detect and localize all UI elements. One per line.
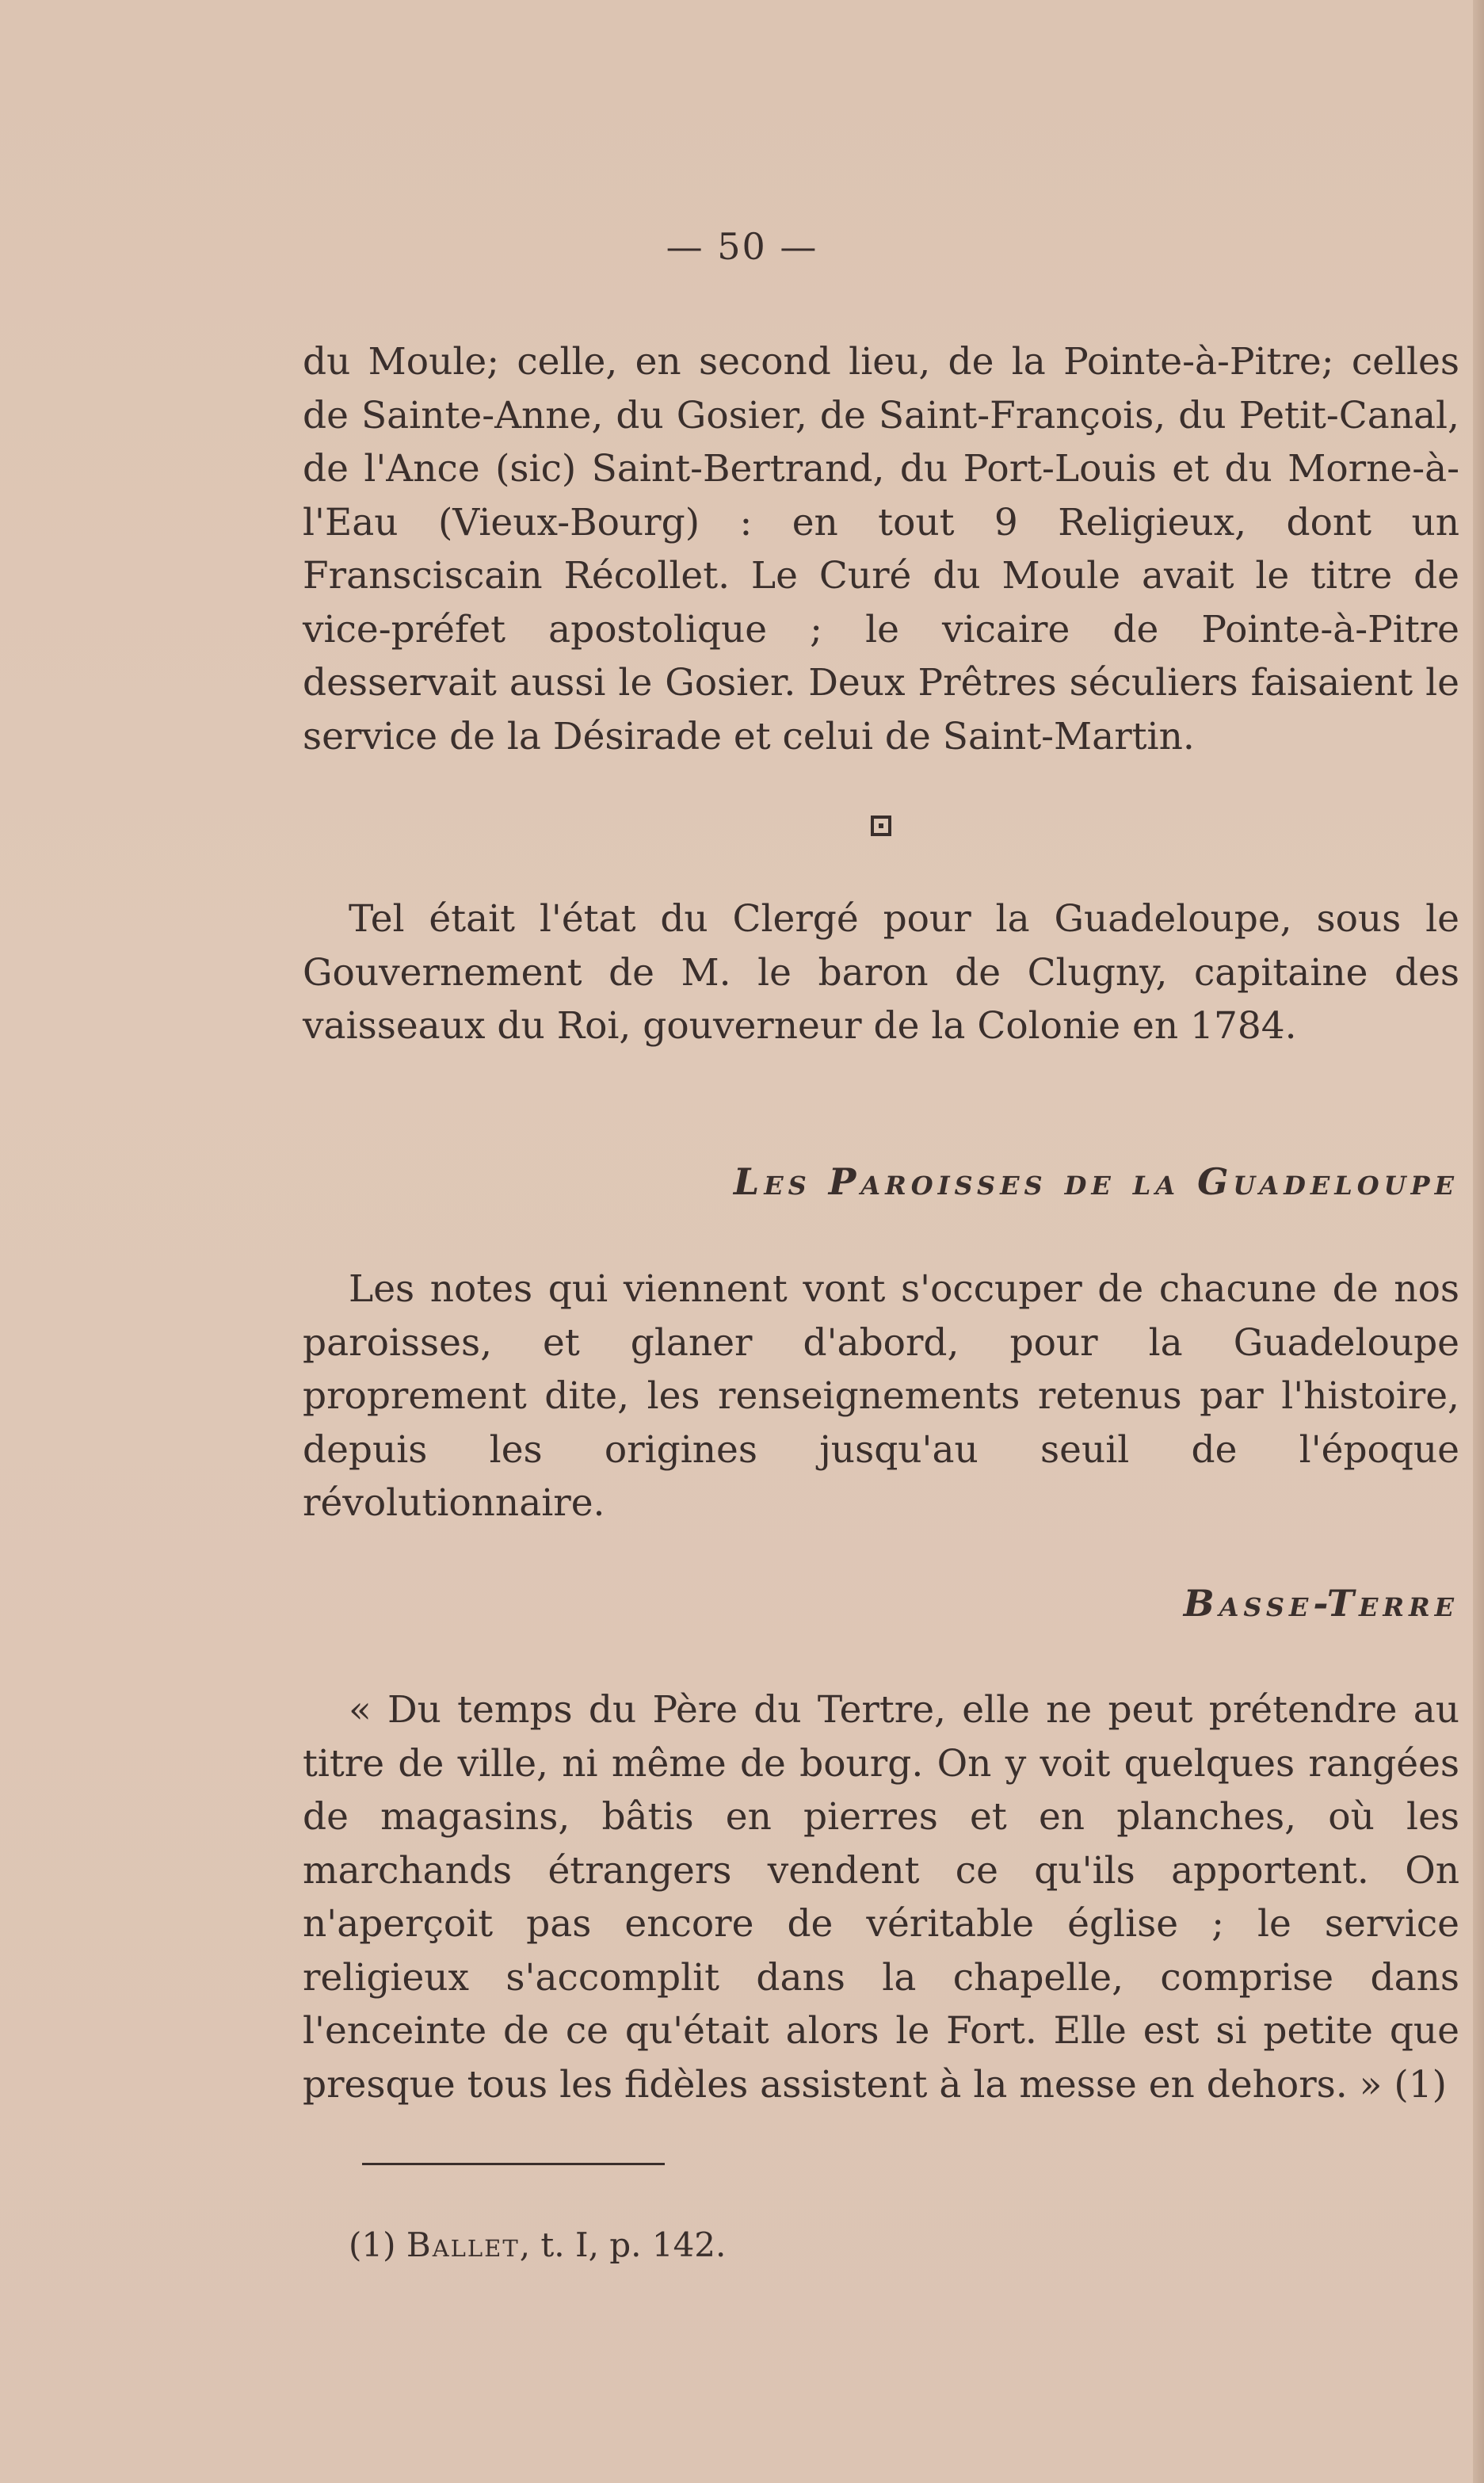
paragraph-quote [303, 1683, 1459, 2111]
paragraph-continued [303, 335, 1459, 763]
paragraph-4-text: « Du temps du Père du Tertre, elle ne peut prétendre au titre de ville, ni même de bourg. On y voit quelques rangées de magasins, bâtis en pierres et en planches, où les marchands étrangers vendent ce qu'ils apportent. On n'aperçoit pas encore de véritable église ; le service religieux s'accomplit dans la chapelle, comprise dans l'enceinte de ce qu'était alors le Fort. Elle est si petite que presque tous les fidèles assistent à la messe en dehors. » (1) [303, 1688, 1459, 2107]
heading-paroisses: Les Paroisses de la Guadeloupe [733, 1160, 1459, 1203]
paragraph-3-text: Les notes qui viennent vont s'occuper de chacune de nos paroisses, et glaner d'abord, pour la Guadeloupe proprement dite, les renseignements retenus par l'histoire, depuis les origines jusqu'au seuil de l'époque révolutionnaire. [303, 1267, 1459, 1525]
heading-basse-terre: Basse-Terre [1183, 1582, 1459, 1625]
page-number: — 50 — [666, 225, 818, 268]
page-edge [1473, 0, 1484, 2483]
paragraph-1-text: du Moule; celle, en second lieu, de la Pointe-à-Pitre; celles de Sainte-Anne, du Gosier, de Saint-François, du Petit-Canal, de l'Ance (sic) Saint-Bertrand, du Port-Louis et du Morne-à-l'Eau (Vieux-Bourg) : en tout 9 Religieux, dont un Fransciscain Récollet. Le Curé du Moule avait le titre de vice-préfet apostolique ; le vicaire de Pointe-à-Pitre desservait aussi le Gosier. Deux Prêtres séculiers faisaient le service de la Désirade et celui de Saint-Martin. [303, 340, 1459, 758]
footnote [349, 2225, 726, 2264]
footnote-divider [362, 2163, 665, 2165]
footnote-reference: , t. I, p. 142. [519, 2225, 727, 2264]
section-ornament-icon [871, 816, 891, 836]
paragraph-notes [303, 1263, 1459, 1530]
paragraph-2-text: Tel était l'état du Clergé pour la Guadeloupe, sous le Gouvernement de M. le baron de Clugny, capitaine des vaisseaux du Roi, gouverneur de la Colonie en 1784. [303, 897, 1459, 1048]
paragraph-clergy [303, 892, 1459, 1053]
footnote-author: Ballet [406, 2225, 520, 2264]
footnote-marker: (1) [349, 2225, 396, 2264]
